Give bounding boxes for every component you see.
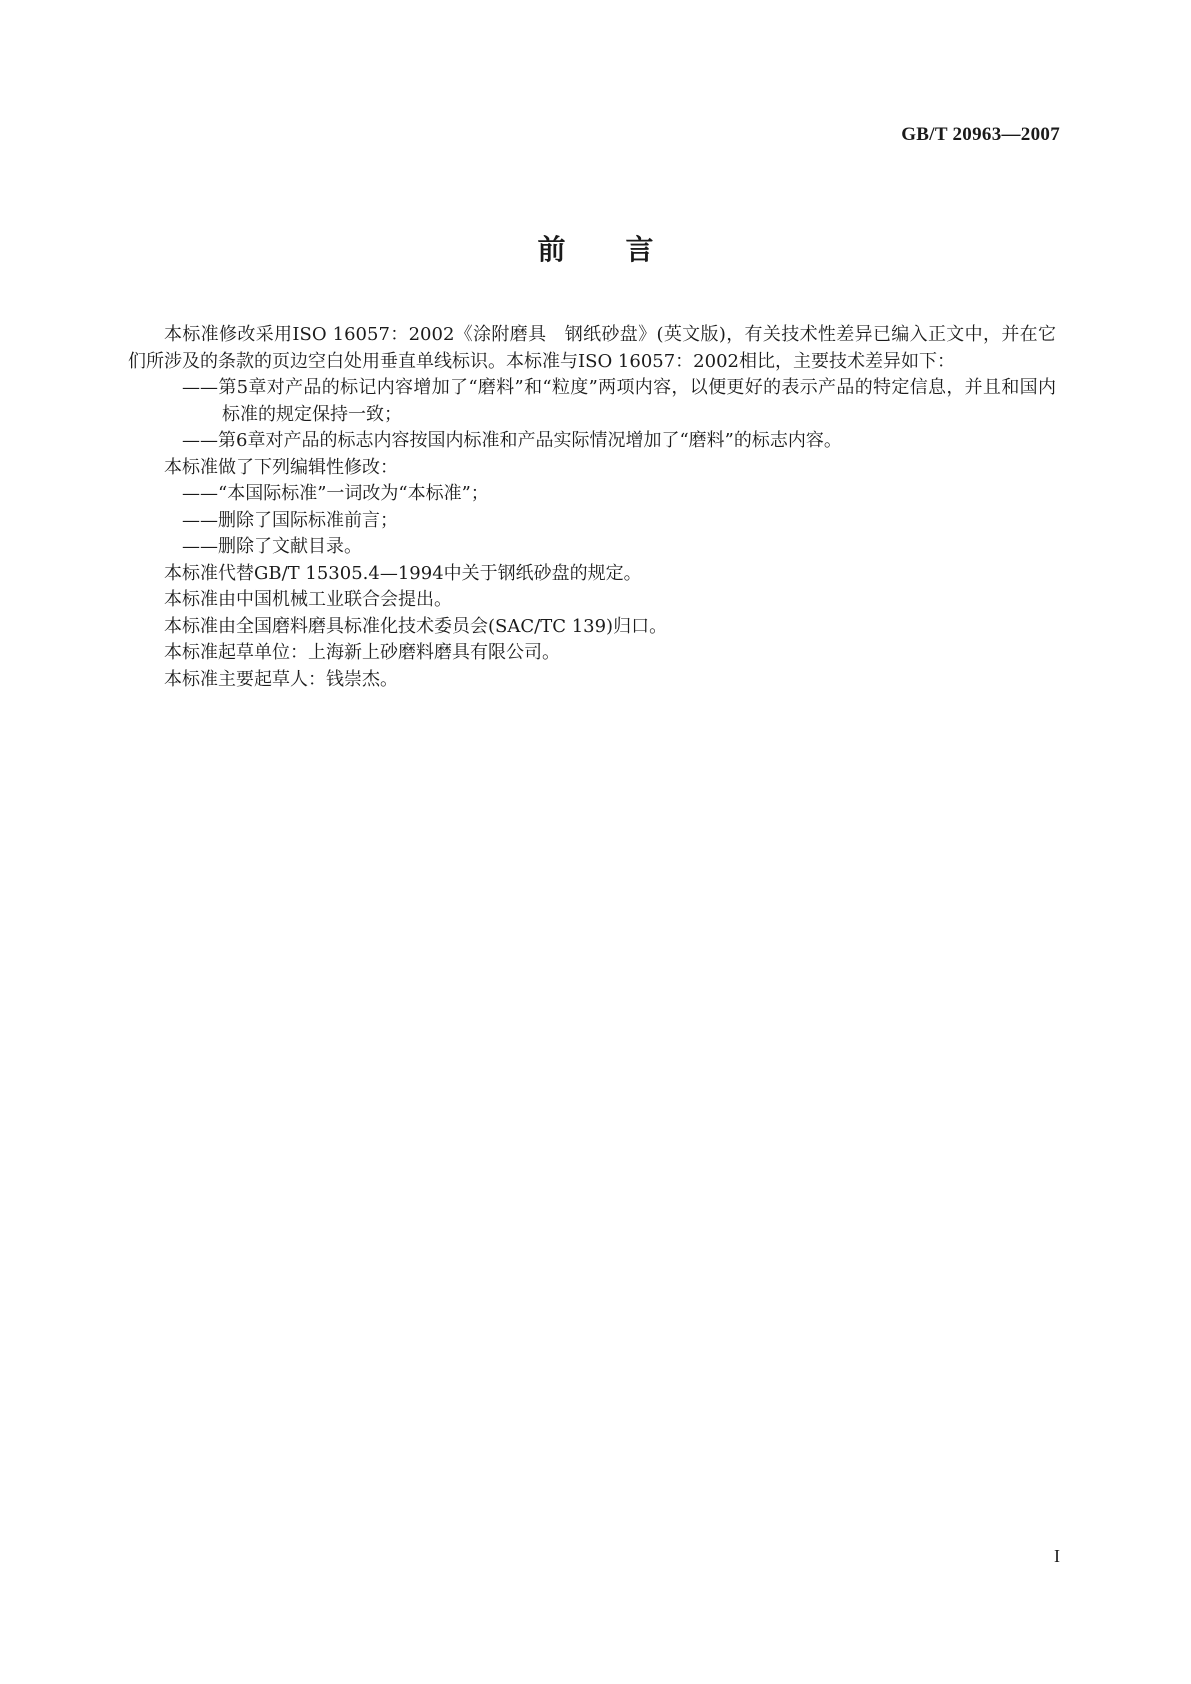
paragraph-replaces: 本标准代替GB/T 15305.4—1994中关于钢纸砂盘的规定。	[164, 562, 642, 584]
document-body	[128, 322, 1056, 693]
list-item-remove-foreword: ——删除了国际标准前言；	[182, 509, 398, 531]
paragraph-drafters: 本标准主要起草人：钱崇杰。	[164, 668, 398, 690]
paragraph-editorial: 本标准做了下列编辑性修改：	[164, 456, 398, 478]
standard-number: GB/T 20963—2007	[901, 124, 1060, 145]
page-title: 前言	[537, 233, 714, 266]
paragraph-intro: 本标准修改采用ISO 16057：2002《涂附磨具 钢纸砂盘》(英文版)，有关技术性差异已编入正文中，并在它们所涉及的条款的页边空白处用垂直单线标识。本标准与ISO 16057：2002相比，主要技术差异如下：	[128, 324, 1056, 372]
paragraph-technical-committee: 本标准由全国磨料磨具标准化技术委员会(SAC/TC 139)归口。	[164, 615, 668, 637]
list-item-remove-bibliography: ——删除了文献目录。	[182, 536, 362, 557]
list-item-chapter-5: ——第5章对产品的标记内容增加了“磨料”和“粒度”两项内容，以便更好的表示产品的特定信息，并且和国内标准的规定保持一致；	[182, 377, 1056, 425]
paragraph-drafting-unit: 本标准起草单位：上海新上砂磨料磨具有限公司。	[164, 642, 560, 663]
list-item-chapter-6: ——第6章对产品的标志内容按国内标准和产品实际情况增加了“磨料”的标志内容。	[182, 430, 842, 451]
paragraph-proposed-by: 本标准由中国机械工业联合会提出。	[164, 589, 452, 610]
list-item-term-change: ——“本国际标准”一词改为“本标准”；	[182, 483, 489, 504]
page-number: I	[1054, 1546, 1060, 1566]
